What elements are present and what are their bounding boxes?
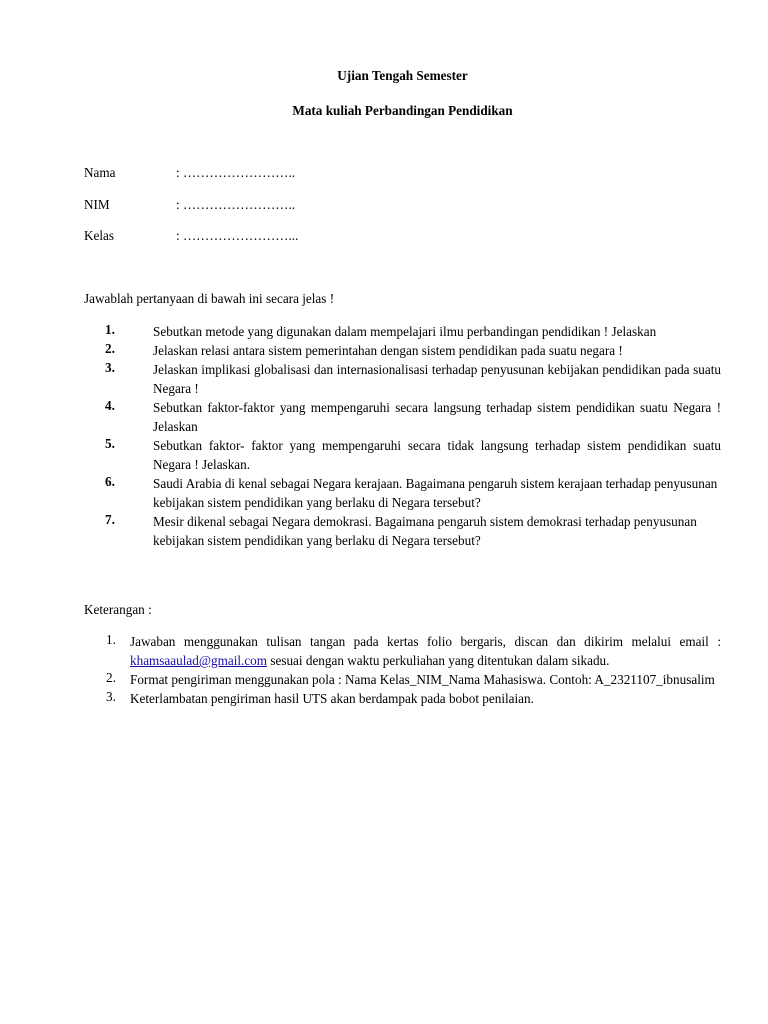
list-item — [84, 436, 721, 474]
question-text: Sebutkan faktor-faktor yang mempengaruhi secara langsung terhadap sistem pendidikan suatu Negara ! Jelaskan — [153, 400, 721, 434]
note-text: Format pengiriman menggunakan pola : Nama Kelas_NIM_Nama Mahasiswa. Contoh: A_2321107_ibnusalim — [130, 672, 715, 687]
question-number: 1. — [105, 322, 115, 337]
list-item — [84, 689, 721, 708]
field-label: Nama — [84, 165, 116, 180]
field-label: NIM — [84, 197, 110, 212]
question-number: 7. — [105, 512, 115, 527]
name-field — [84, 165, 484, 183]
course-subtitle: Mata kuliah Perbandingan Pendidikan — [292, 103, 513, 118]
document-title: Ujian Tengah Semester — [337, 68, 468, 83]
question-text: Sebutkan faktor- faktor yang mempengaruhi secara tidak langsung terhadap sistem pendidikan suatu Negara ! Jelaskan. — [153, 438, 721, 472]
question-text: Jelaskan implikasi globalisasi dan internasionalisasi terhadap penyusunan kebijakan pendidikan pada suatu Negara ! — [153, 362, 721, 396]
note-number: 1. — [106, 632, 116, 647]
notes-heading: Keterangan : — [84, 602, 152, 617]
list-item — [84, 360, 721, 398]
list-item — [84, 474, 721, 512]
question-text: Sebutkan metode yang digunakan dalam mempelajari ilmu perbandingan pendidikan ! Jelaskan — [153, 324, 657, 339]
question-number: 2. — [105, 341, 115, 356]
question-text: Mesir dikenal sebagai Negara demokrasi. Bagaimana pengaruh sistem demokrasi terhadap penyusunan kebijakan sistem pendidikan yang berlaku di Negara tersebut? — [153, 514, 697, 548]
note-text: Keterlambatan pengiriman hasil UTS akan berdampak pada bobot penilaian. — [130, 691, 534, 706]
question-number: 4. — [105, 398, 115, 413]
field-value: : …………………….. — [176, 165, 296, 180]
list-item — [84, 322, 721, 341]
nim-field — [84, 197, 484, 215]
kelas-field — [84, 228, 484, 246]
list-item — [84, 670, 721, 689]
question-text: Jelaskan relasi antara sistem pemerintahan dengan sistem pendidikan pada suatu negara ! — [153, 343, 623, 358]
question-number: 3. — [105, 360, 115, 375]
email-link[interactable]: khamsaaulad@gmail.com — [130, 653, 268, 668]
note-number: 3. — [106, 689, 116, 704]
question-number: 5. — [105, 436, 115, 451]
note-number: 2. — [106, 670, 116, 685]
question-number: 6. — [105, 474, 115, 489]
instruction-text: Jawablah pertanyaan di bawah ini secara jelas ! — [84, 291, 335, 306]
question-text: Saudi Arabia di kenal sebagai Negara kerajaan. Bagaimana pengaruh sistem kerajaan terhadap penyusunan kebijakan sistem pendidikan yang berlaku di Negara tersebut? — [153, 476, 718, 510]
list-item — [84, 632, 721, 670]
notes-list — [84, 632, 721, 708]
note-text-start: Jawaban menggunakan tulisan tangan pada kertas folio bergaris, discan dan dikirim melalui email : — [130, 634, 721, 649]
list-item — [84, 512, 721, 550]
list-item — [84, 398, 721, 436]
field-value: : ……………………... — [176, 228, 299, 243]
field-label: Kelas — [84, 228, 115, 243]
list-item — [84, 341, 721, 360]
note-text — [130, 632, 721, 670]
note-text-end: sesuai dengan waktu perkuliahan yang ditentukan dalam sikadu. — [267, 653, 610, 668]
field-value: : …………………….. — [176, 197, 296, 212]
question-list — [84, 322, 721, 550]
